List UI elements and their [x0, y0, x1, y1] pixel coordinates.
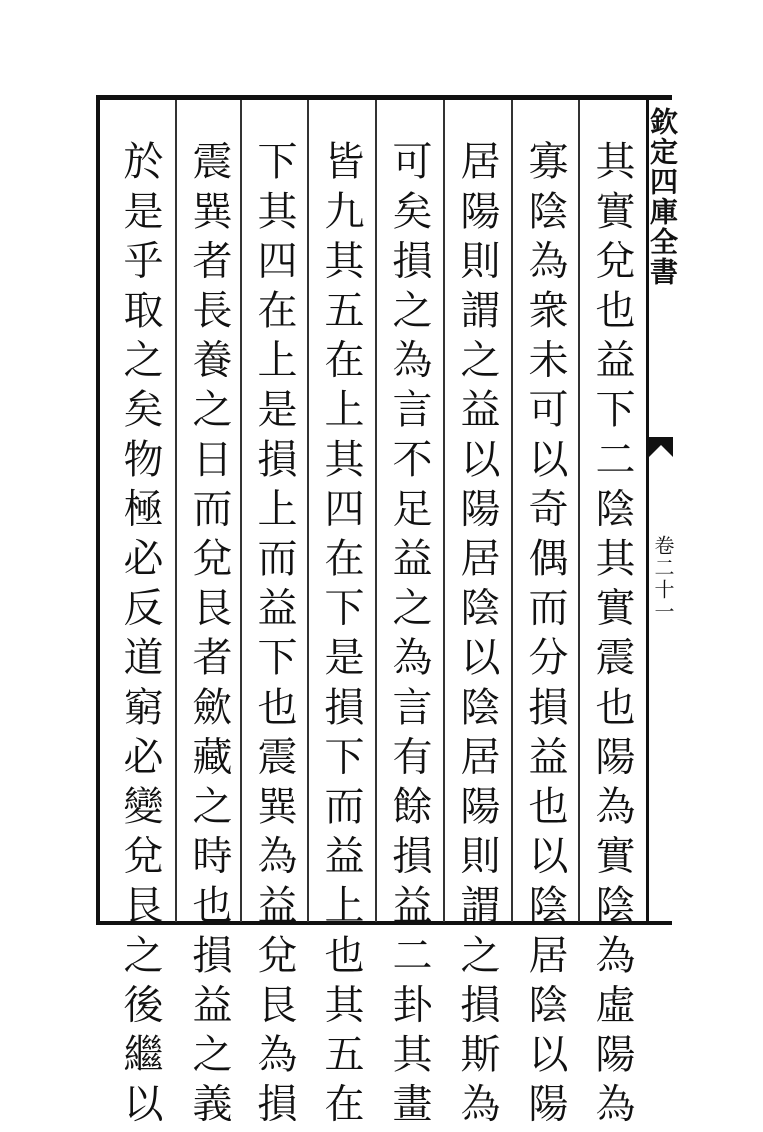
text-column: 可矣損之為言不足益之為言有餘損益二卦其畫	[386, 140, 432, 1132]
text-column: 其實兌也益下二陰其實震也陽為實陰為虛陽為	[589, 140, 635, 1132]
text-column: 居陽則謂之益以陽居陰以陰居陽則謂之損斯為	[454, 140, 500, 1132]
text-column: 皆九其五在上其四在下是損下而益上也其五在	[318, 140, 364, 1132]
text-column: 下其四在上是損上而益下也震巽為益兌艮為損	[251, 140, 297, 1132]
text-column: 寡陰為衆未可以奇偶而分損益也以陰居陰以陽	[522, 140, 568, 1132]
book-title: 欽定四庫全書	[646, 107, 679, 287]
text-column: 於是乎取之矣物極必反道窮必變兌艮之後繼以	[117, 140, 163, 1132]
volume-label: 卷二十一	[651, 535, 675, 623]
fishtail-mark	[649, 437, 673, 445]
book-margin	[646, 95, 679, 925]
text-column: 震巽者長養之日而兌艮者歛藏之時也損益之義	[186, 140, 232, 1132]
